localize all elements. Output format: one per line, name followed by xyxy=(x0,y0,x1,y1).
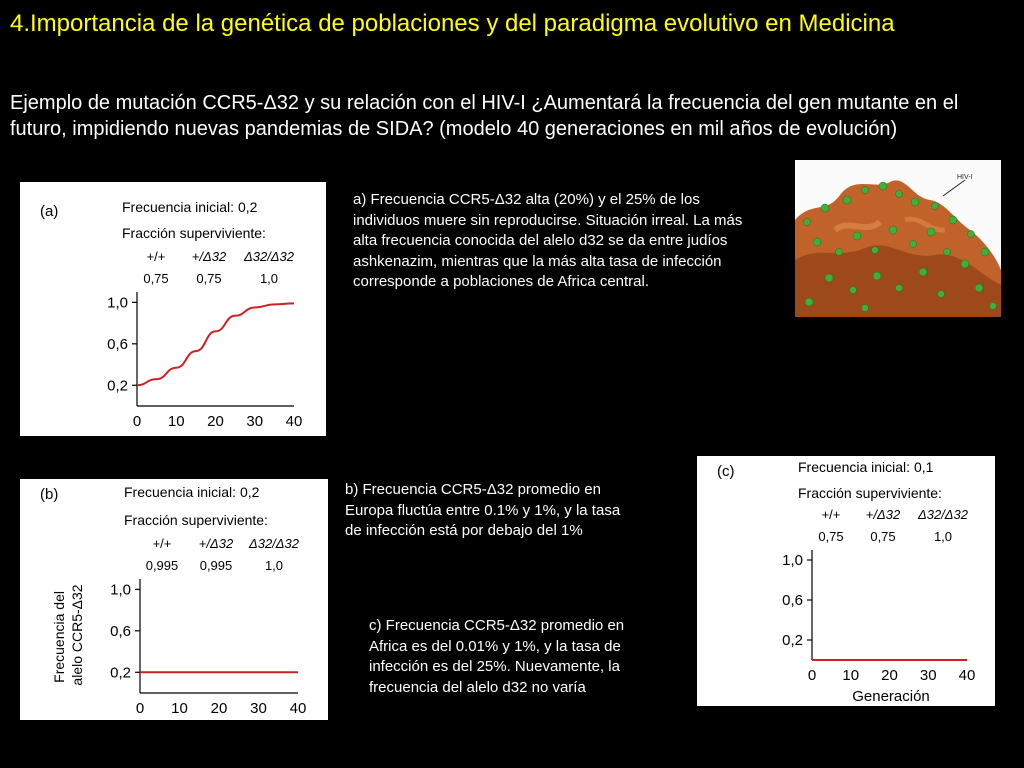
chart-b xyxy=(20,479,328,720)
hiv-label: HIV-I xyxy=(957,174,973,181)
survival-value: 0,75 xyxy=(870,529,896,544)
survival-fraction-label: Fracción superviviente: xyxy=(124,512,268,528)
x-tick-label: 20 xyxy=(207,413,224,430)
hiv-illustration xyxy=(795,160,1001,317)
survival-value: 1,0 xyxy=(933,529,953,544)
slide-title: 4.Importancia de la genética de poblaciones y del paradigma evolutivo en Medicina xyxy=(10,10,895,37)
panel-label: (c) xyxy=(717,463,735,480)
survival-value: 0,75 xyxy=(196,271,222,286)
y-tick-label: 1,0 xyxy=(107,294,128,312)
series-line xyxy=(137,303,294,385)
genotype-label: +/Δ32 xyxy=(191,249,227,264)
survival-value: 1,0 xyxy=(264,558,284,573)
chart-panel-c xyxy=(697,456,995,706)
initial-frequency-label: Frecuencia inicial: 0,1 xyxy=(798,459,934,475)
chart-panel-b xyxy=(20,479,328,720)
x-tick-label: 0 xyxy=(807,667,817,684)
hiv-micrograph-image xyxy=(795,160,1001,317)
survival-value: 0,75 xyxy=(818,529,844,544)
survival-value: 1,0 xyxy=(259,271,279,286)
y-tick-label: 0,6 xyxy=(110,622,131,640)
x-tick-label: 10 xyxy=(171,700,188,717)
y-tick-label: 0,6 xyxy=(782,592,803,609)
x-tick-label: 10 xyxy=(842,667,860,684)
chart-c xyxy=(697,456,995,706)
chart-a xyxy=(20,182,326,436)
caption-b: b) Frecuencia CCR5-Δ32 promedio en Europa fluctúa entre 0.1% y 1%, y la tasa de infección está por debajo del 1% xyxy=(345,481,621,539)
x-tick-label: 20 xyxy=(210,700,228,717)
genotype-label: Δ32/Δ32 xyxy=(918,507,968,522)
x-tick-label: 40 xyxy=(289,700,307,717)
genotype-label: Δ32/Δ32 xyxy=(244,249,294,264)
chart-panel-a xyxy=(20,182,326,436)
survival-value: 0,995 xyxy=(145,558,179,573)
x-tick-label: 40 xyxy=(958,667,976,684)
y-tick-label: 0,2 xyxy=(110,664,131,682)
y-tick-label: 0,2 xyxy=(107,377,128,395)
genotype-label: +/+ xyxy=(821,507,841,522)
caption-c: c) Frecuencia CCR5-Δ32 promedio en Africa es del 0.01% y 1%, y la tasa de infección es del 25%. Nuevamente, la frecuencia del alelo d32 no varía xyxy=(369,617,625,696)
y-tick-label: 1,0 xyxy=(782,552,803,569)
genotype-label: +/Δ32 xyxy=(198,536,234,551)
genotype-label: +/Δ32 xyxy=(865,507,901,522)
x-tick-label: 30 xyxy=(250,700,267,717)
x-tick-label: 30 xyxy=(919,667,937,684)
y-axis-label xyxy=(51,584,85,685)
survival-fraction-label: Fracción superviviente: xyxy=(798,485,942,501)
genotype-label: +/+ xyxy=(146,249,166,264)
x-tick-label: 30 xyxy=(246,413,264,430)
survival-value: 0,75 xyxy=(143,271,169,286)
panel-label: (a) xyxy=(40,203,59,220)
x-tick-label: 0 xyxy=(135,700,145,717)
x-axis-label: Generación xyxy=(852,688,930,705)
slide-subtitle: Ejemplo de mutación CCR5-Δ32 y su relación con el HIV-I ¿Aumentará la frecuencia del gen mutante en el futuro, impidiendo nuevas pandemias de SIDA? (modelo 40 generaciones en mil años de evolución) xyxy=(10,92,959,140)
x-tick-label: 40 xyxy=(285,413,303,430)
initial-frequency-label: Frecuencia inicial: 0,2 xyxy=(124,484,260,500)
panel-label: (b) xyxy=(40,486,59,503)
x-tick-label: 10 xyxy=(167,413,185,430)
caption-a: a) Frecuencia CCR5-Δ32 alta (20%) y el 25% de los individuos muere sin reproducirse. Situación irreal. La más alta frecuencia conocida del alelo d32 se da entre judíos ashkenazim, mientras que la más alta tasa de infección corresponde a poblaciones de Africa central. xyxy=(353,191,743,290)
genotype-label: Δ32/Δ32 xyxy=(249,536,299,551)
survival-fraction-label: Fracción superviviente: xyxy=(122,225,266,241)
survival-value: 0,995 xyxy=(199,558,233,573)
y-axis-label-line1: Frecuencia del xyxy=(51,591,67,683)
y-axis-label-line2: alelo CCR5-Δ32 xyxy=(69,584,85,686)
x-tick-label: 20 xyxy=(881,667,898,684)
x-tick-label: 0 xyxy=(132,413,142,430)
initial-frequency-label: Frecuencia inicial: 0,2 xyxy=(122,199,258,215)
y-tick-label: 0,6 xyxy=(107,335,128,353)
y-tick-label: 1,0 xyxy=(110,581,131,599)
y-tick-label: 0,2 xyxy=(782,632,803,649)
genotype-label: +/+ xyxy=(152,536,172,551)
